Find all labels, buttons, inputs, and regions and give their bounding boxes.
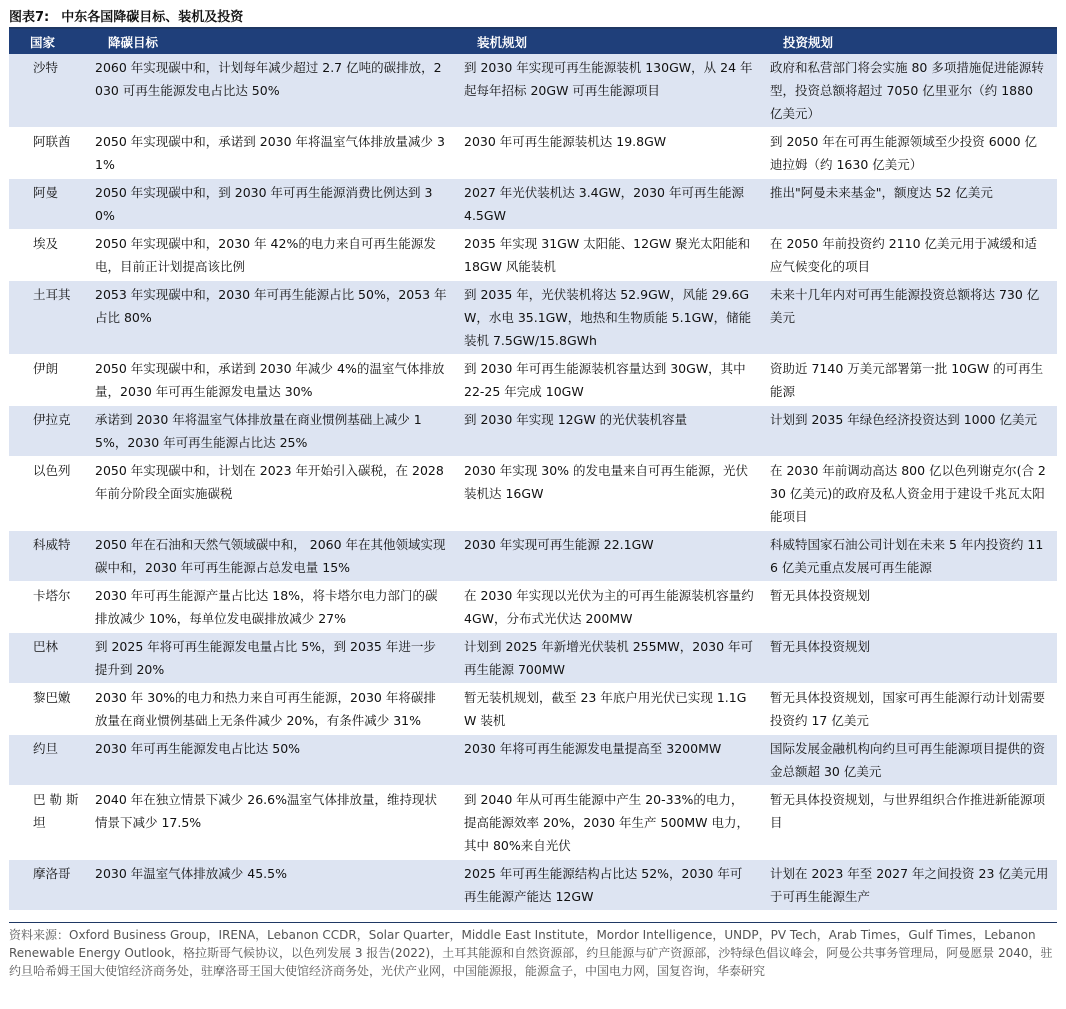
cell-country: 以色列	[9, 457, 87, 531]
cell-capacity-plan: 2030 年实现可再生能源 22.1GW	[456, 531, 762, 582]
cell-carbon-target: 2050 年在石油和天然气领域碳中和， 2060 年在其他领域实现碳中和，2030 年可再生能源占总发电量 15%	[87, 531, 456, 582]
cell-carbon-target: 2030 年可再生能源发电占比达 50%	[87, 735, 456, 786]
cell-capacity-plan: 计划到 2025 年新增光伏装机 255MW，2030 年可再生能源 700MW	[456, 633, 762, 684]
cell-carbon-target: 2050 年实现碳中和，2030 年 42%的电力来自可再生能源发电，目前正计划提高该比例	[87, 230, 456, 281]
table-row	[9, 406, 1057, 457]
cell-capacity-plan: 2030 年实现 30% 的发电量来自可再生能源，光伏装机达 16GW	[456, 457, 762, 531]
cell-carbon-target: 2050 年实现碳中和，计划在 2023 年开始引入碳税，在 2028 年前分阶段全面实施碳税	[87, 457, 456, 531]
table-row	[9, 633, 1057, 684]
cell-investment-plan: 在 2030 年前调动高达 800 亿以色列谢克尔(合 230 亿美元)的政府及私人资金用于建设千兆瓦太阳能项目	[762, 457, 1057, 531]
header-country: 国家	[9, 29, 87, 54]
table-row	[9, 582, 1057, 633]
table-row	[9, 786, 1057, 860]
table-row	[9, 281, 1057, 355]
cell-investment-plan: 暂无具体投资规划	[762, 582, 1057, 633]
cell-country: 伊朗	[9, 355, 87, 406]
cell-investment-plan: 暂无具体投资规划，与世界组织合作推进新能源项目	[762, 786, 1057, 860]
table-row	[9, 531, 1057, 582]
figure-title-text: 中东各国降碳目标、装机及投资	[61, 10, 244, 25]
cell-investment-plan: 推出"阿曼未来基金"，额度达 52 亿美元	[762, 179, 1057, 230]
cell-capacity-plan: 2025 年可再生能源结构占比达 52%，2030 年可再生能源产能达 12GW	[456, 860, 762, 911]
table-row	[9, 128, 1057, 179]
targets-table	[9, 29, 1057, 911]
figure-title	[9, 6, 243, 25]
cell-country: 阿联酋	[9, 128, 87, 179]
cell-country: 巴 勒 斯 坦	[9, 786, 87, 860]
cell-country: 摩洛哥	[9, 860, 87, 911]
cell-carbon-target: 2030 年可再生能源产量占比达 18%，将卡塔尔电力部门的碳排放减少 10%，每单位发电碳排放减少 27%	[87, 582, 456, 633]
table-row	[9, 355, 1057, 406]
cell-capacity-plan: 到 2040 年从可再生能源中产生 20-33%的电力，提高能源效率 20%，2030 年生产 500MW 电力，其中 80%来自光伏	[456, 786, 762, 860]
cell-investment-plan: 暂无具体投资规划，国家可再生能源行动计划需要投资约 17 亿美元	[762, 684, 1057, 735]
table-row	[9, 54, 1057, 128]
header-row	[9, 29, 1057, 54]
cell-carbon-target: 2030 年 30%的电力和热力来自可再生能源，2030 年将碳排放量在商业惯例基础上无条件减少 20%，有条件减少 31%	[87, 684, 456, 735]
cell-investment-plan: 暂无具体投资规划	[762, 633, 1057, 684]
cell-capacity-plan: 到 2030 年实现可再生能源装机 130GW，从 24 年起每年招标 20GW 可再生能源项目	[456, 54, 762, 128]
cell-capacity-plan: 暂无装机规划，截至 23 年底户用光伏已实现 1.1GW 装机	[456, 684, 762, 735]
cell-country: 沙特	[9, 54, 87, 128]
cell-carbon-target: 2030 年温室气体排放减少 45.5%	[87, 860, 456, 911]
cell-capacity-plan: 2027 年光伏装机达 3.4GW，2030 年可再生能源 4.5GW	[456, 179, 762, 230]
cell-capacity-plan: 在 2030 年实现以光伏为主的可再生能源装机容量约 4GW，分布式光伏达 200MW	[456, 582, 762, 633]
cell-carbon-target: 承诺到 2030 年将温室气体排放量在商业惯例基础上减少 15%，2030 年可再生能源占比达 25%	[87, 406, 456, 457]
cell-country: 黎巴嫩	[9, 684, 87, 735]
table-row	[9, 230, 1057, 281]
cell-capacity-plan: 到 2035 年，光伏装机将达 52.9GW，风能 29.6GW，水电 35.1GW，地热和生物质能 5.1GW，储能装机 7.5GW/15.8GWh	[456, 281, 762, 355]
cell-country: 土耳其	[9, 281, 87, 355]
cell-investment-plan: 国际发展金融机构向约旦可再生能源项目提供的资金总额超 30 亿美元	[762, 735, 1057, 786]
table-row	[9, 735, 1057, 786]
cell-investment-plan: 计划到 2035 年绿色经济投资达到 1000 亿美元	[762, 406, 1057, 457]
figure-number: 图表7:	[9, 10, 50, 25]
cell-country: 科威特	[9, 531, 87, 582]
cell-investment-plan: 政府和私营部门将会实施 80 多项措施促进能源转型，投资总额将超过 7050 亿里亚尔（约 1880 亿美元）	[762, 54, 1057, 128]
cell-country: 埃及	[9, 230, 87, 281]
cell-capacity-plan: 2030 年可再生能源装机达 19.8GW	[456, 128, 762, 179]
cell-country: 约旦	[9, 735, 87, 786]
cell-capacity-plan: 到 2030 年可再生能源装机容量达到 30GW，其中 22-25 年完成 10GW	[456, 355, 762, 406]
cell-investment-plan: 在 2050 年前投资约 2110 亿美元用于减缓和适应气候变化的项目	[762, 230, 1057, 281]
cell-carbon-target: 2040 年在独立情景下减少 26.6%温室气体排放量，维持现状情景下减少 17.5%	[87, 786, 456, 860]
table-row	[9, 684, 1057, 735]
header-carbon-target: 降碳目标	[87, 29, 456, 54]
cell-country: 巴林	[9, 633, 87, 684]
table-row	[9, 860, 1057, 911]
cell-carbon-target: 2050 年实现碳中和，承诺到 2030 年减少 4%的温室气体排放量，2030 年可再生能源发电量达 30%	[87, 355, 456, 406]
cell-carbon-target: 2060 年实现碳中和，计划每年减少超过 2.7 亿吨的碳排放，2030 可再生能源发电占比达 50%	[87, 54, 456, 128]
cell-investment-plan: 未来十几年内对可再生能源投资总额将达 730 亿美元	[762, 281, 1057, 355]
cell-carbon-target: 2053 年实现碳中和，2030 年可再生能源占比 50%，2053 年占比 80%	[87, 281, 456, 355]
cell-carbon-target: 到 2025 年将可再生能源发电量占比 5%，到 2035 年进一步提升到 20%	[87, 633, 456, 684]
cell-capacity-plan: 2035 年实现 31GW 太阳能、12GW 聚光太阳能和 18GW 风能装机	[456, 230, 762, 281]
cell-carbon-target: 2050 年实现碳中和，到 2030 年可再生能源消费比例达到 30%	[87, 179, 456, 230]
cell-investment-plan: 到 2050 年在可再生能源领域至少投资 6000 亿迪拉姆（约 1630 亿美元）	[762, 128, 1057, 179]
source-note: 资料来源：Oxford Business Group，IRENA，Lebanon CCDR，Solar Quarter，Middle East Institute，Mordor Intelligence，UNDP，PV Tech，Arab Times，Gulf Times，Lebanon Renewable Energy Outlook，格拉斯哥气候协议，以色列发展 3 报告(2022)，土耳其能源和自然资源部，约旦能源与矿产资源部，沙特绿色倡议峰会，阿曼公共事务管理局，阿曼愿景 2040，驻约旦哈希姆王国大使馆经济商务处，驻摩洛哥王国大使馆经济商务处，光伏产业网，中国能源报，能源盒子，中国电力网，国复咨询，华泰研究	[9, 928, 1053, 978]
cell-capacity-plan: 到 2030 年实现 12GW 的光伏装机容量	[456, 406, 762, 457]
bottom-rule	[9, 922, 1057, 923]
cell-country: 阿曼	[9, 179, 87, 230]
cell-investment-plan: 科威特国家石油公司计划在未来 5 年内投资约 116 亿美元重点发展可再生能源	[762, 531, 1057, 582]
header-investment-plan: 投资规划	[762, 29, 1057, 54]
cell-investment-plan: 计划在 2023 年至 2027 年之间投资 23 亿美元用于可再生能源生产	[762, 860, 1057, 911]
table-row	[9, 457, 1057, 531]
cell-country: 卡塔尔	[9, 582, 87, 633]
cell-country: 伊拉克	[9, 406, 87, 457]
cell-carbon-target: 2050 年实现碳中和，承诺到 2030 年将温室气体排放量减少 31%	[87, 128, 456, 179]
header-capacity-plan: 装机规划	[456, 29, 762, 54]
table-row	[9, 179, 1057, 230]
cell-investment-plan: 资助近 7140 万美元部署第一批 10GW 的可再生能源	[762, 355, 1057, 406]
cell-capacity-plan: 2030 年将可再生能源发电量提高至 3200MW	[456, 735, 762, 786]
